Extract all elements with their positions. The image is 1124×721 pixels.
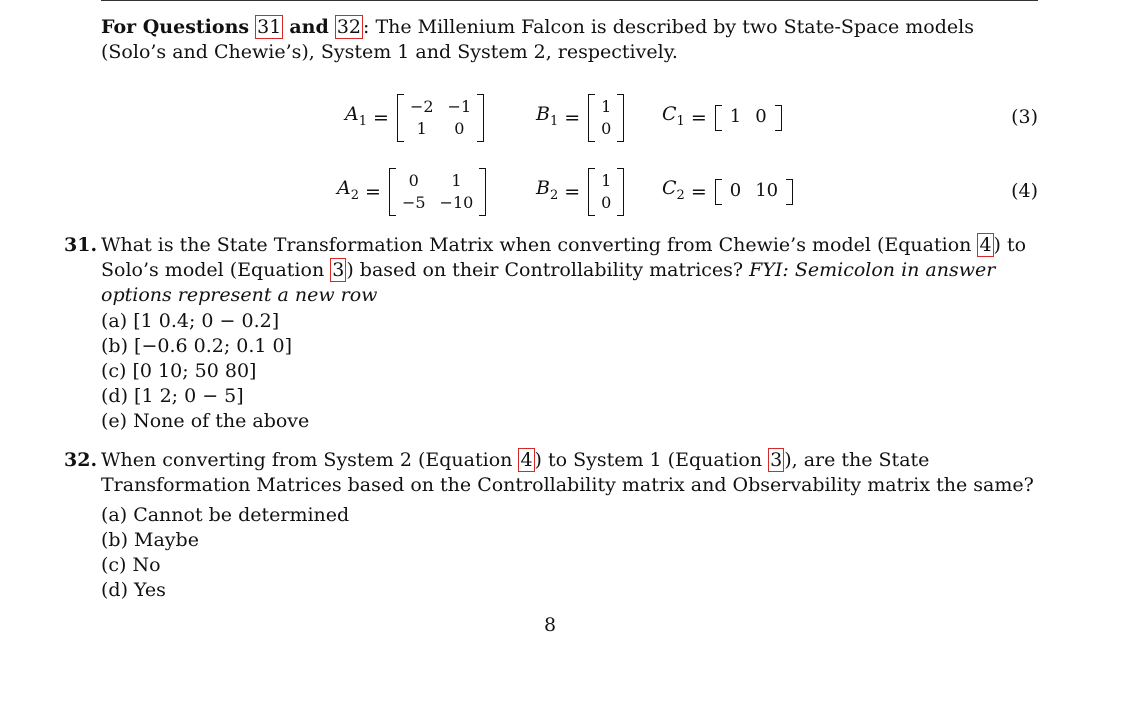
q31-option-e[interactable]: (e) None of the above xyxy=(101,410,310,432)
a1-bracket xyxy=(397,94,484,142)
equation-3 xyxy=(0,88,1124,148)
ref-equation-4[interactable]: 4 xyxy=(520,449,533,471)
c2-cell: 0 xyxy=(729,180,742,201)
page-number: 8 xyxy=(544,614,557,636)
q31-text-c: ) based on their Controllability matrices? xyxy=(346,259,744,281)
ref-equation-4[interactable]: 4 xyxy=(979,234,992,256)
c2-cell: 10 xyxy=(755,180,779,201)
a1-cell: −1 xyxy=(447,97,472,116)
question-32 xyxy=(64,448,1038,498)
question-31-number: 31. xyxy=(64,234,98,256)
q31-text-b: ) to Solo’s model (Equation xyxy=(101,234,1027,281)
b1-bracket xyxy=(588,94,624,142)
matrix-a1 xyxy=(345,88,484,148)
a1-label: A xyxy=(345,103,359,126)
q31-fyi-note: FYI: Semicolon in answer options represent a new row xyxy=(101,259,996,306)
b1-cell: 0 xyxy=(601,119,612,138)
q31-option-c[interactable]: (c) [0 10; 50 80] xyxy=(101,360,257,382)
c1-sub: 1 xyxy=(676,113,685,129)
top-rule xyxy=(101,0,1038,1)
c2-label: C xyxy=(662,177,677,200)
b1-cell: 1 xyxy=(601,97,612,116)
c1-cell: 0 xyxy=(755,106,767,127)
equals-sign: = xyxy=(564,180,581,203)
intro-bold-and: and xyxy=(289,16,329,38)
a1-cell: 1 xyxy=(416,119,427,138)
q32-text-a: When converting from System 2 (Equation xyxy=(101,449,513,471)
b2-cell: 1 xyxy=(601,171,612,190)
a2-cell: −10 xyxy=(439,193,474,212)
ref-question-32[interactable]: 32 xyxy=(336,16,362,38)
matrix-c2 xyxy=(662,162,793,222)
b2-label: B xyxy=(536,177,550,200)
equation-number-3: (3) xyxy=(1011,106,1038,128)
b2-sub: 2 xyxy=(549,187,559,203)
c1-label: C xyxy=(662,103,677,126)
c1-bracket xyxy=(715,105,782,131)
equation-4 xyxy=(0,162,1124,222)
a2-label: A xyxy=(337,177,351,200)
ref-question-31[interactable]: 31 xyxy=(257,16,282,38)
a1-cell: 0 xyxy=(454,119,465,138)
equals-sign: = xyxy=(373,106,389,129)
matrix-b1 xyxy=(536,88,624,148)
matrix-b2 xyxy=(536,162,624,222)
a2-cell: −5 xyxy=(401,193,426,212)
matrix-c1 xyxy=(662,88,782,148)
question-32-text xyxy=(101,448,1038,498)
matrix-a2 xyxy=(337,162,486,222)
q31-option-d[interactable]: (d) [1 2; 0 − 5] xyxy=(101,385,244,407)
intro-bold-prefix: For Questions xyxy=(101,16,250,38)
q32-option-b[interactable]: (b) Maybe xyxy=(101,529,199,551)
c2-sub: 2 xyxy=(676,187,685,203)
equals-sign: = xyxy=(564,106,581,129)
b2-cell: 0 xyxy=(601,193,612,212)
a1-sub: 1 xyxy=(358,113,368,129)
b1-label: B xyxy=(536,103,550,126)
ref-equation-3[interactable]: 3 xyxy=(332,259,345,281)
equals-sign: = xyxy=(690,180,707,203)
q31-option-b[interactable]: (b) [−0.6 0.2; 0.1 0] xyxy=(101,335,293,357)
b2-bracket xyxy=(588,168,624,216)
a2-sub: 2 xyxy=(350,187,360,203)
question-32-number: 32. xyxy=(64,449,98,471)
c2-bracket xyxy=(715,179,793,205)
b1-sub: 1 xyxy=(549,113,559,129)
q32-text-b: ) to System 1 (Equation xyxy=(534,449,763,471)
equation-number-4: (4) xyxy=(1011,180,1038,202)
q32-option-a[interactable]: (a) Cannot be determined xyxy=(101,504,350,526)
a1-cell: −2 xyxy=(409,97,434,116)
equals-sign: = xyxy=(365,180,381,203)
q31-option-a[interactable]: (a) [1 0.4; 0 − 0.2] xyxy=(101,310,280,332)
q32-option-d[interactable]: (d) Yes xyxy=(101,579,166,601)
intro-text: : The Millenium Falcon is described by two State-Space models (Solo’s and Chewie’s), System 1 and System 2, respectively. xyxy=(101,16,974,63)
question-32-options xyxy=(101,503,349,603)
q32-option-c[interactable]: (c) No xyxy=(101,554,161,576)
intro-paragraph xyxy=(101,15,1038,65)
question-31 xyxy=(64,233,1038,308)
a2-bracket xyxy=(389,168,486,216)
a2-cell: 0 xyxy=(408,171,419,190)
q32-text-c: ), are the State Transformation Matrices based on the Controllability matrix and Observability matrix the same? xyxy=(101,449,1034,496)
question-31-options xyxy=(101,309,309,434)
question-31-text xyxy=(101,233,1038,308)
a2-cell: 1 xyxy=(451,171,462,190)
c1-cell: 1 xyxy=(729,106,742,127)
equals-sign: = xyxy=(690,106,707,129)
q31-text-a: What is the State Transformation Matrix when converting from Chewie’s model (Equation xyxy=(101,234,972,256)
ref-equation-3[interactable]: 3 xyxy=(770,449,783,471)
